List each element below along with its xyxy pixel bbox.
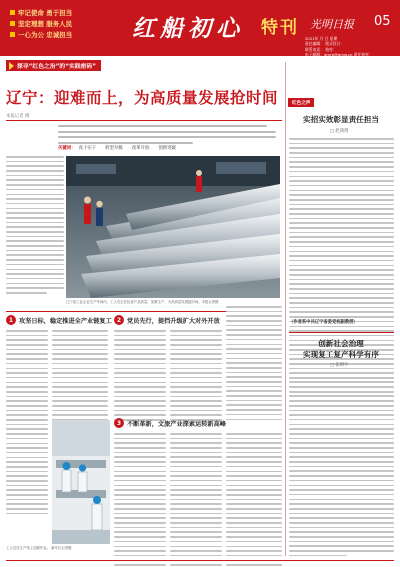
factory-pipes-illustration xyxy=(66,156,280,298)
page-number: 05 xyxy=(374,14,391,29)
section-heading-1: 1 攻坚日标，稳定推进全产业链复工 xyxy=(6,315,112,325)
opinion-1-title: 实招实效彰显责任担当 xyxy=(303,115,379,124)
article-byline: 本报记者 摄 xyxy=(6,114,30,119)
section-heading-3: 3 不断革新，文旅产业探索运转新高峰 xyxy=(114,418,226,428)
section-1-text-a xyxy=(6,330,48,518)
bullet-square-icon xyxy=(10,32,15,37)
secondary-photo xyxy=(52,420,110,544)
footer-rule xyxy=(6,560,394,561)
main-photo-caption: 辽宁某工业企业生产车间内，工人们正在检查产品质量，加紧生产，为高质量发展抢时间。本报记者摄 xyxy=(66,300,219,304)
masthead-slogans xyxy=(10,8,108,41)
masthead-special-label: 特刊 xyxy=(261,18,299,38)
divider xyxy=(6,120,282,121)
newspaper-logo: 光明日报 xyxy=(310,18,354,31)
keywords-row: 关键词： 真干实干 转型升级 改革开放 创新突破 xyxy=(58,146,176,151)
section-2-text-a xyxy=(114,330,166,424)
opinion-1-highlight: （作者系中共辽宁省委党校副教授） xyxy=(289,320,358,325)
section-3-text-b xyxy=(170,433,222,567)
section-3-text-a xyxy=(114,433,166,567)
opinion-2-author: □ 张明宇 xyxy=(330,363,349,368)
slogan-item: 一心为公 忠诚担当 xyxy=(10,30,108,39)
secondary-photo-caption: 工人们在生产线上加紧作业。 新华社记者摄 xyxy=(6,546,72,550)
bullet-square-icon xyxy=(10,10,15,15)
opinion-1-author: □ 赵鸿剑 xyxy=(330,129,349,134)
intro-text-column xyxy=(6,156,64,297)
bullet-square-icon xyxy=(10,21,15,26)
article-headline: 辽宁：迎难而上，为高质量发展抢时间 xyxy=(6,88,279,107)
slogan-item: 牢记使命 勇于担当 xyxy=(10,8,108,17)
opinion-2-title-line1: 创新社会治理 xyxy=(318,339,364,348)
divider xyxy=(289,332,394,333)
slogan-item: 坚定理想 服务人民 xyxy=(10,19,108,28)
main-photo xyxy=(66,156,280,298)
section-2-text-c xyxy=(226,306,282,423)
masthead-title: 红船初心 xyxy=(132,15,244,42)
column-divider xyxy=(285,62,286,556)
opinion-2-text xyxy=(289,372,394,560)
workers-illustration xyxy=(52,420,110,544)
lead-tag: 探寻“红色之治”的“实践密码” xyxy=(6,60,101,71)
section-2-text-b xyxy=(170,330,222,424)
triangle-icon xyxy=(9,62,14,70)
section-heading-2: 2 党员先行，提挡升级扩大对外开放 xyxy=(114,315,220,325)
masthead-banner xyxy=(0,0,400,56)
opinion-2-title-line2: 实现复工复产科学有序 xyxy=(303,350,379,359)
opinion-tag: 红色之声 xyxy=(288,98,314,107)
masthead-info: 2021年 月 日 星期 责任编辑： 版式设计： 联系电话： 校对： 电子邮箱：gmrb@gmw.cn 责任校对： xyxy=(305,36,373,58)
section-3-text-c xyxy=(226,433,282,567)
